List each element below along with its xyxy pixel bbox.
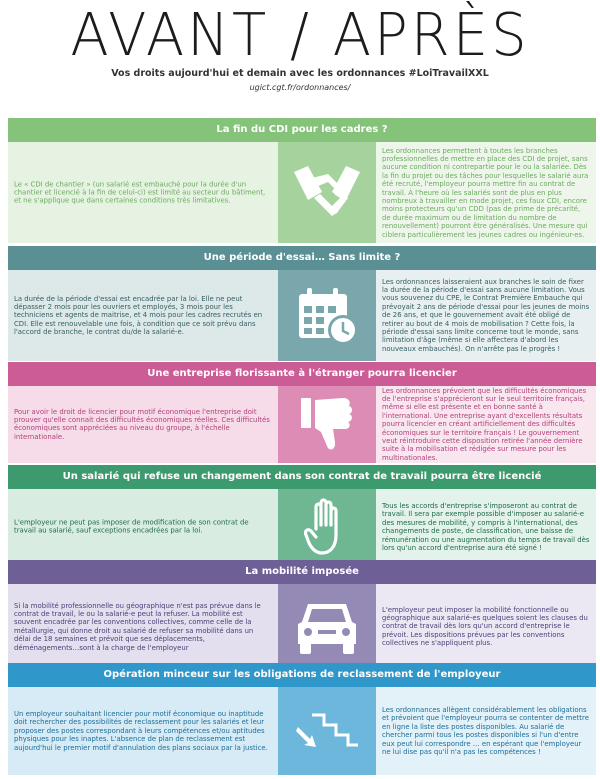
- before-text: Si la mobilité professionnelle ou géographique n'est pas prévue dans le contrat de travail, le ou la salarié-e peut la refuser. La mobilité est souvent encadrée par les conventions collectives, comme celle de la métallurgie, qui donne droit au salarié de refuser sa mobilité dans un délai de 18 semaines et prévoit que ses déplacements, déménagements…sont à la charge de l'employeur: [14, 601, 261, 652]
- section-heading: La fin du CDI pour les cadres ?: [8, 118, 596, 142]
- after-text: Les ordonnances prévoient que les difficultés économiques de l'entreprise s'apprécieront sur le seul territoire français, même si elle est présente et en bonne santé à l'international. Une entreprise ayant d'excellents résultats pourra licencier en créant artificiellement des difficultés économiques sur le territoire français ! Le gouvernement veut réintroduire cette disposition retirée l'année dernière suite à la mobilisation et rédigée sur mesure pour les multinationales.: [382, 386, 587, 462]
- before-text: Le « CDI de chantier » (un salarié est embauché pour la durée d'un chantier et licencié à la fin de celui-ci) est limité au secteur du bâtiment, et ne s'applique que dans certaines conditions très limitatives.: [14, 179, 266, 205]
- after-text: Les ordonnances permettent à toutes les branches professionnelles de mettre en place des CDI de projet, sans aucune condition ni contrepartie pour le ou la salariée. Dès la fin du projet ou des tâches pour lesquelles le salarié aura été recruté, l'employeur pourra mettre fin au contrat de travail. À l'heure où les salariés sont de plus en plus nombreux à travailler en mode projet, ces faux CDI, encore moins protecteurs qu'un CDD (pas de prime de précarité, de durée maximum ou de limitation du nombre de renouvellement) pourront être généralisés. Une mesure qui ciblera particulièrement les jeunes cadres ou ingénieur-es.: [382, 146, 589, 239]
- car-icon: [294, 598, 360, 656]
- section-periode-essai: [8, 246, 596, 361]
- after-panel: [376, 489, 596, 565]
- section-heading: Opération minceur sur les obligations de reclassement de l'employeur: [8, 663, 596, 687]
- page-subtitle: Vos droits aujourd'hui et demain avec les ordonnances #LoiTravailXXL: [111, 68, 489, 79]
- after-panel: [376, 584, 596, 669]
- icon-panel: [278, 142, 376, 243]
- after-text: Les ordonnances allègent considérablement les obligations et prévoient que l'employeur pourra se contenter de mettre en ligne la liste des postes disponibles. Au salarié de chercher parmi tous les postes disponibles si l'un d'entre eux peut lui correspondre … en espérant que l'employeur ne lui dise pas qu'il n'a pas les compétences !: [382, 705, 589, 756]
- section-modification-contrat: [8, 465, 596, 565]
- icon-panel: [278, 386, 376, 463]
- header: [0, 0, 600, 112]
- before-text: Pour avoir le droit de licencier pour motif économique l'entreprise doit prouver qu'elle connait des difficultés économiques réelles. Ces difficultés économiques sont appréciées au niveau du groupe, à l'échelle internationale.: [14, 407, 270, 441]
- icon-panel: [278, 489, 376, 565]
- calendar-clock-icon: [295, 286, 359, 346]
- section-heading: La mobilité imposée: [8, 560, 596, 584]
- before-panel: [8, 489, 278, 565]
- before-text: Un employeur souhaitant licencier pour motif économique ou inaptitude doit rechercher des possibilités de reclassement pour les salariés et leur proposer des postes correspondant à leurs compétences et/ou aptitudes physiques pour les inaptes. L'absence de plan de reclassement est aujourd'hui le premier motif d'annulation des plans sociaux par la justice.: [14, 709, 268, 752]
- section-heading: Une période d'essai… Sans limite ?: [8, 246, 596, 270]
- icon-panel: [278, 270, 376, 361]
- after-panel: [376, 270, 596, 361]
- before-panel: [8, 687, 278, 775]
- before-panel: [8, 386, 278, 463]
- section-mobilite: [8, 560, 596, 669]
- after-panel: [376, 687, 596, 775]
- after-text: L'employeur peut imposer la mobilité fonctionnelle ou géographique aux salarié-es quelques soient les clauses du contrat de travail dès lors qu'un accord d'entreprise le prévoit. Les dispositions prévues par les conventions collectives ne s'appliquent plus.: [382, 605, 588, 648]
- before-panel: [8, 584, 278, 669]
- page-title: AVANT / APRÈS: [70, 1, 530, 70]
- section-reclassement: [8, 663, 596, 775]
- section-heading: Une entreprise florissante à l'étranger pourra licencier: [8, 362, 596, 386]
- after-text: Tous les accords d'entreprise s'imposeront au contrat de travail. Il sera par exemple possible d'imposer au salarié-e des mesures de mobilité, y compris à l'international, des changements de poste, de classification, une baisse de rémunération ou une augmentation du temps de travail dès lors qu'un accord d'entreprise aura été signé !: [382, 501, 590, 552]
- before-text: L'employeur ne peut pas imposer de modification de son contrat de travail au salarié, sauf exceptions encadrées par la loi.: [14, 518, 249, 535]
- thumbs-down-icon: [299, 394, 355, 456]
- before-text: La durée de la période d'essai est encadrée par la loi. Elle ne peut dépasser 2 mois pour les ouvriers et employés, 3 mois pour les techniciens et agents de maitrise, et 4 mois pour les cadres recrutés en CDI. Elle est renouvelable une fois, à condition que ce soit prévu dans l'accord de branche, le contrat du/de la salarié-e.: [14, 294, 263, 337]
- section-licenciement-economique: [8, 362, 596, 463]
- handshake-icon: [292, 162, 362, 224]
- before-panel: [8, 142, 278, 243]
- stairs-down-icon: [294, 705, 360, 757]
- after-panel: [376, 386, 596, 463]
- before-panel: [8, 270, 278, 361]
- section-cdi: [8, 118, 596, 243]
- icon-panel: [278, 687, 376, 775]
- source-link[interactable]: ugict.cgt.fr/ordonnances/: [249, 83, 351, 92]
- hand-stop-icon: [304, 497, 350, 557]
- after-text: Les ordonnances laisseraient aux branches le soin de fixer la durée de la période d'essai sans aucune limitation. Vous vous souvenez du CPE, le Contrat Première Embauche qui prévoyait 2 ans de période d'essai pour les jeunes de moins de 26 ans, et que le gouvernement avait été obligé de retirer au bout de 4 mois de mobilisation ? Cette fois, la période d'essai sans limite concerne tout le monde, sans limitation d'âge (même si elle affectera d'abord les nouveaux embauchés). On n'arrête pas le progrès !: [382, 277, 590, 353]
- icon-panel: [278, 584, 376, 669]
- after-panel: [376, 142, 596, 243]
- section-heading: Un salarié qui refuse un changement dans son contrat de travail pourra être licencié: [8, 465, 596, 489]
